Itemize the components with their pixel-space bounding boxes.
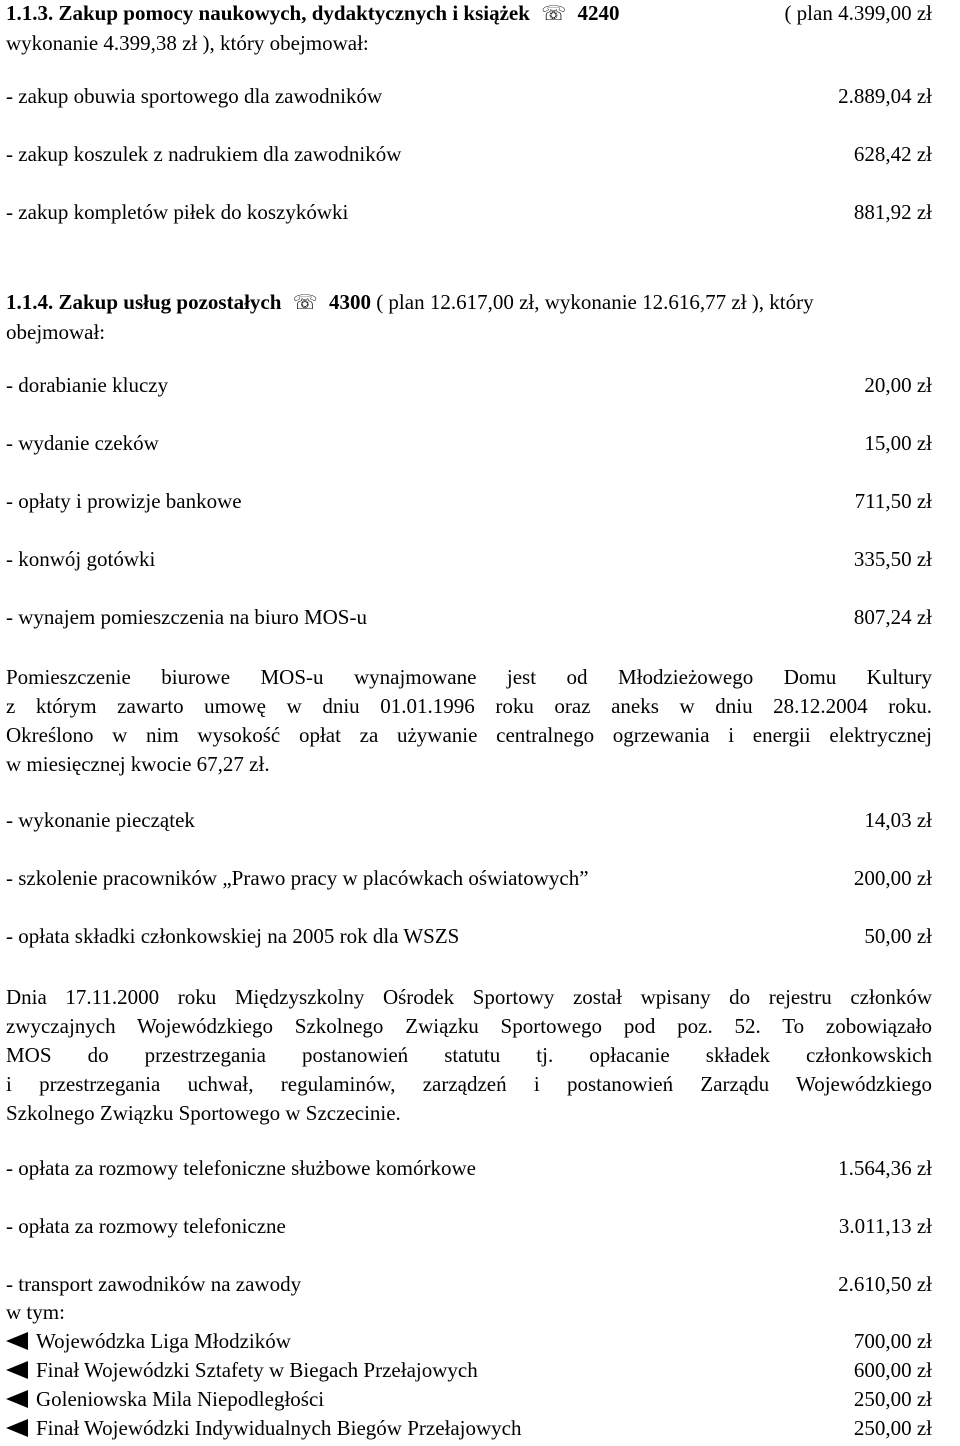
sub-item-amount: 700,00 zł — [853, 1329, 932, 1353]
section-number: 1.1.3. — [6, 1, 54, 25]
in-which-label-line — [6, 1300, 932, 1330]
left-triangle-icon — [6, 1361, 28, 1379]
item-label: - konwój gotówki — [6, 547, 156, 571]
item-amount: 14,03 zł — [864, 808, 932, 832]
section-plan: ( plan 4.399,00 zł — [784, 1, 932, 25]
item-label: - opłata składki członkowskiej na 2005 rok dla WSZS — [6, 924, 460, 948]
list-item — [6, 866, 932, 896]
section-code: 4240 — [577, 1, 620, 25]
sub-list-item — [6, 1358, 932, 1388]
sub-list-item — [6, 1329, 932, 1359]
paragraph-office-rental — [6, 663, 932, 779]
item-label: - szkolenie pracowników „Prawo pracy w placówkach oświatowych” — [6, 866, 589, 890]
sub-item-amount: 600,00 zł — [853, 1358, 932, 1382]
list-item — [6, 924, 932, 954]
sub-item-label: Finał Wojewódzki Indywidualnych Biegów Przełajowych — [36, 1416, 522, 1440]
item-amount: 2.889,04 zł — [838, 84, 932, 108]
item-label: - opłata za rozmowy telefoniczne służbowe komórkowe — [6, 1156, 476, 1180]
item-amount: 335,50 zł — [853, 547, 932, 571]
list-item — [6, 605, 932, 635]
list-item — [6, 200, 932, 230]
list-item — [6, 1272, 932, 1302]
sub-item-label: Wojewódzka Liga Młodzików — [36, 1329, 291, 1353]
section-number: 1.1.4. — [6, 290, 54, 314]
sub-item-amount: 250,00 zł — [853, 1416, 932, 1440]
item-amount: 628,42 zł — [853, 142, 932, 166]
paragraph-line: z którym zawarto umowę w dniu 01.01.1996 roku oraz aneks w dniu 28.12.2004 roku. — [6, 694, 932, 718]
list-item — [6, 84, 932, 114]
section-title: Zakup pomocy naukowych, dydaktycznych i książek — [58, 1, 530, 25]
item-label: - wynajem pomieszczenia na biuro MOS-u — [6, 605, 367, 629]
item-label: - transport zawodników na zawody — [6, 1272, 302, 1296]
item-amount: 1.564,36 zł — [838, 1156, 932, 1180]
item-amount: 881,92 zł — [853, 200, 932, 224]
paragraph-line: Pomieszczenie biurowe MOS-u wynajmowane jest od Młodzieżowego Domu Kultury — [6, 665, 932, 689]
paragraph-line: Dnia 17.11.2000 roku Międzyszkolny Ośrodek Sportowy został wpisany do rejestru członków — [6, 985, 932, 1009]
item-label: - zakup obuwia sportowego dla zawodników — [6, 84, 383, 108]
sub-list-item — [6, 1416, 932, 1446]
paragraph-wszs-membership — [6, 983, 932, 1128]
list-item — [6, 431, 932, 461]
item-amount: 2.610,50 zł — [838, 1272, 932, 1296]
left-triangle-icon — [6, 1390, 28, 1408]
telephone-icon: ☏ — [541, 3, 567, 25]
section-code: 4300 — [328, 290, 371, 314]
item-label: - wydanie czeków — [6, 431, 159, 455]
sub-list-item — [6, 1387, 932, 1417]
list-item — [6, 489, 932, 519]
sub-item-amount: 250,00 zł — [853, 1387, 932, 1411]
paragraph-line: MOS do przestrzegania postanowień statutu tj. opłacanie składek członkowskich — [6, 1043, 932, 1067]
section-execution: obejmował: — [6, 320, 106, 344]
paragraph-line: zwyczajnych Wojewódzkiego Szkolnego Związku Sportowego pod poz. 52. To zobowiązało — [6, 1014, 932, 1038]
item-label: - wykonanie pieczątek — [6, 808, 195, 832]
list-item — [6, 1156, 932, 1186]
left-triangle-icon — [6, 1419, 28, 1437]
item-label: - zakup kompletów piłek do koszykówki — [6, 200, 349, 224]
item-label: - opłata za rozmowy telefoniczne — [6, 1214, 286, 1238]
list-item — [6, 142, 932, 172]
in-which-label: w tym: — [6, 1300, 65, 1324]
item-label: - zakup koszulek z nadrukiem dla zawodników — [6, 142, 402, 166]
section-execution: wykonanie 4.399,38 zł ), który obejmował: — [6, 31, 369, 55]
section-113-heading — [6, 0, 932, 58]
paragraph-line: Szkolnego Związku Sportowego w Szczecinie. — [6, 1101, 401, 1125]
left-triangle-icon — [6, 1332, 28, 1350]
telephone-icon: ☏ — [292, 292, 318, 314]
section-title: Zakup usług pozostałych — [58, 290, 282, 314]
sub-item-label: Goleniowska Mila Niepodległości — [36, 1387, 325, 1411]
paragraph-line: Określono w nim wysokość opłat za używanie centralnego ogrzewania i energii elektrycznej — [6, 723, 932, 747]
list-item — [6, 547, 932, 577]
section-plan: ( plan 12.617,00 zł, wykonanie 12.616,77 zł ), który — [376, 290, 814, 314]
section-114-heading — [6, 288, 932, 347]
list-item — [6, 1214, 932, 1244]
item-amount: 711,50 zł — [854, 489, 932, 513]
list-item — [6, 808, 932, 838]
paragraph-line: i przestrzegania uchwał, regulaminów, zarządzeń i postanowień Zarządu Wojewódzkiego — [6, 1072, 932, 1096]
item-amount: 807,24 zł — [853, 605, 932, 629]
item-amount: 3.011,13 zł — [838, 1214, 932, 1238]
sub-item-label: Finał Wojewódzki Sztafety w Biegach Przełajowych — [36, 1358, 478, 1382]
item-amount: 15,00 zł — [864, 431, 932, 455]
item-label: - opłaty i prowizje bankowe — [6, 489, 242, 513]
list-item — [6, 373, 932, 403]
item-label: - dorabianie kluczy — [6, 373, 169, 397]
item-amount: 200,00 zł — [853, 866, 932, 890]
item-amount: 50,00 zł — [864, 924, 932, 948]
item-amount: 20,00 zł — [864, 373, 932, 397]
paragraph-line: w miesięcznej kwocie 67,27 zł. — [6, 752, 270, 776]
